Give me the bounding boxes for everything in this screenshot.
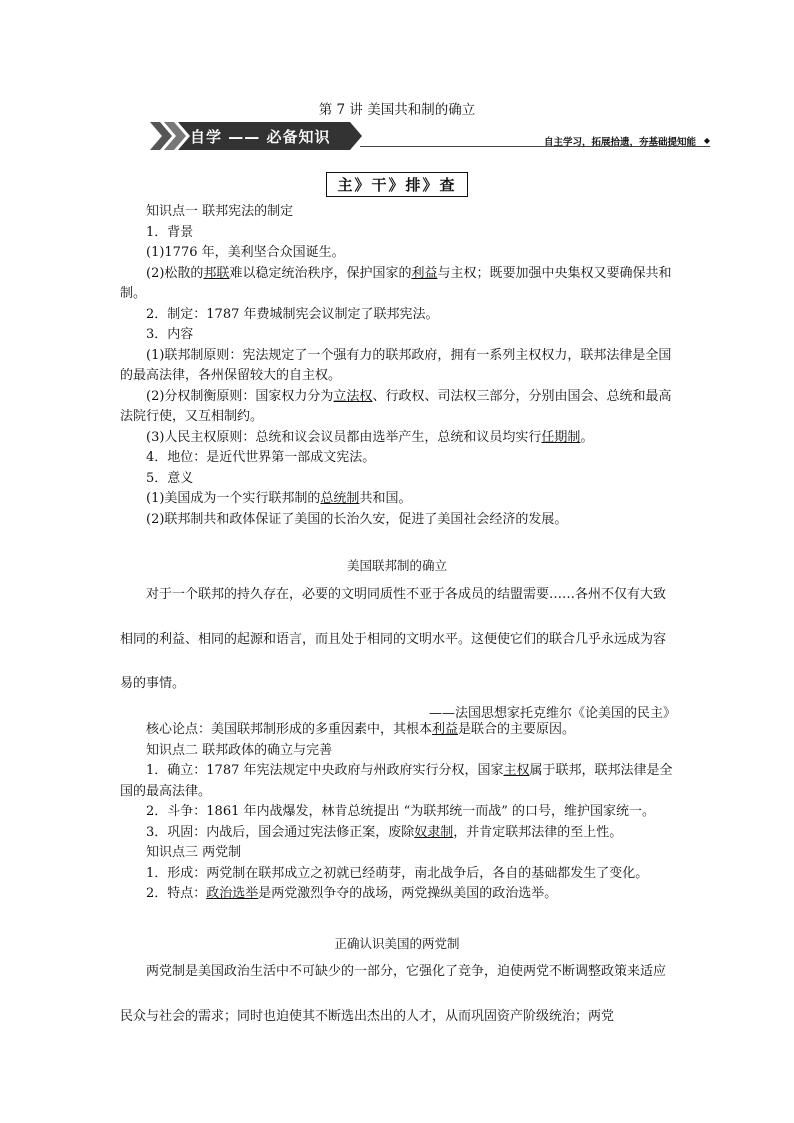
kp1-m2: (2)联邦制共和政体保证了美国的长治久安，促进了美国社会经济的发展。 xyxy=(146,511,568,527)
kp1-c1: (1)联邦制原则：宪法规定了一个强有力的联邦政府，拥有一系列主权权力，联邦法律是全国的最高法律，各州保留较大的自主权。 xyxy=(120,347,672,383)
reading2-text: 两党制是美国政治生活中不可缺少的一部分，它强化了竞争，迫使两党不断调整政策来适应民众与社会的需求；同时也迫使其不断选出杰出的人才，从而巩固资产阶级统治；两党 xyxy=(120,964,667,1024)
kp1-c3: (3)人民主权原则：总统和议会议员都由选举产生，总统和议员均实行任期制。 xyxy=(146,429,594,445)
kp1-heading: 知识点一 联邦宪法的制定 xyxy=(146,204,294,219)
kp1-make: 2．制定：1787 年费城制宪会议制定了联邦宪法。 xyxy=(146,306,439,322)
section-banner xyxy=(150,122,710,150)
kp1-content-head: 3．内容 xyxy=(146,327,194,342)
reading2-heading: 正确认识美国的两党制 xyxy=(334,936,460,951)
reading1-source: ——法国思想家托克维尔《论美国的民主》 xyxy=(428,706,676,721)
reading2-text-block xyxy=(120,950,678,1039)
kp3-p2: 2．特点：政治选举是两党激烈争夺的战场，两党操纵美国的政治选举。 xyxy=(146,886,558,901)
reading1-heading: 美国联邦制的确立 xyxy=(346,558,447,573)
kp1-c2: (2)分权制衡原则：国家权力分为立法权、行政权、司法权三部分，分别由国会、总统和最高法院行使，又互相制约。 xyxy=(120,388,672,424)
kp2-p1: 1．确立：1787 年宪法规定中央政府与州政府实行分权，国家主权属于联邦，联邦法律是全国的最高法律。 xyxy=(120,763,673,799)
knowledge-point-2 xyxy=(120,720,678,905)
kp2-p2: 2．斗争：1861 年内战爆发，林肯总统提出 “为联邦统一而战” 的口号，维护国家统一。 xyxy=(146,804,656,819)
page-title: 第 7 讲 美国共和制的确立 xyxy=(318,102,476,118)
reading1-core: 核心论点：美国联邦制形成的多重因素中，其根本利益是联合的主要原因。 xyxy=(146,722,576,737)
kp1-bg1: (1)1776 年，美利坚合众国诞生。 xyxy=(146,245,345,260)
section-tag xyxy=(0,172,794,197)
kp1-bg-head: 1．背景 xyxy=(146,224,194,240)
section-tag-label: 主》干》排》查 xyxy=(326,172,467,197)
kp1-meaning-head: 5．意义 xyxy=(146,470,194,486)
kp1-m1: (1)美国成为一个实行联邦制的总统制共和国。 xyxy=(146,491,412,506)
diamond-icon: ◆ xyxy=(703,136,710,145)
kp2-heading: 知识点二 联邦政体的确立与完善 xyxy=(146,742,333,758)
banner-label: 自学 —— 必备知识 xyxy=(190,128,331,146)
kp3-p1: 1．形成：两党制在联邦成立之初就已经萌芽，南北战争后，各自的基础都发生了变化。 xyxy=(146,865,649,881)
kp1-bg2: (2)松散的邦联难以稳定统治秩序，保护国家的利益与主权；既要加强中央集权又要确保共和制。 xyxy=(120,265,672,301)
knowledge-point-1 xyxy=(120,202,678,530)
kp3-heading: 知识点三 两党制 xyxy=(146,845,242,860)
kp2-p3: 3．巩固：内战后，国会通过宪法修正案，废除奴隶制，并肯定联邦法律的至上性。 xyxy=(146,824,623,840)
reading1-text: 对于一个联邦的持久存在，必要的文明同质性不亚于各成员的结盟需要……各州不仅有大致相同的利益、相同的起源和语言，而且处于相同的文明水平。这便使它们的联合几乎永远成为容易的事情。 xyxy=(120,587,667,691)
kp1-status: 4．地位：是近代世界第一部成文宪法。 xyxy=(146,450,376,465)
banner-right-text: 自主学习，拓展拾遗，夯基础提知能 xyxy=(543,137,696,148)
reading1-text-block xyxy=(120,573,678,707)
